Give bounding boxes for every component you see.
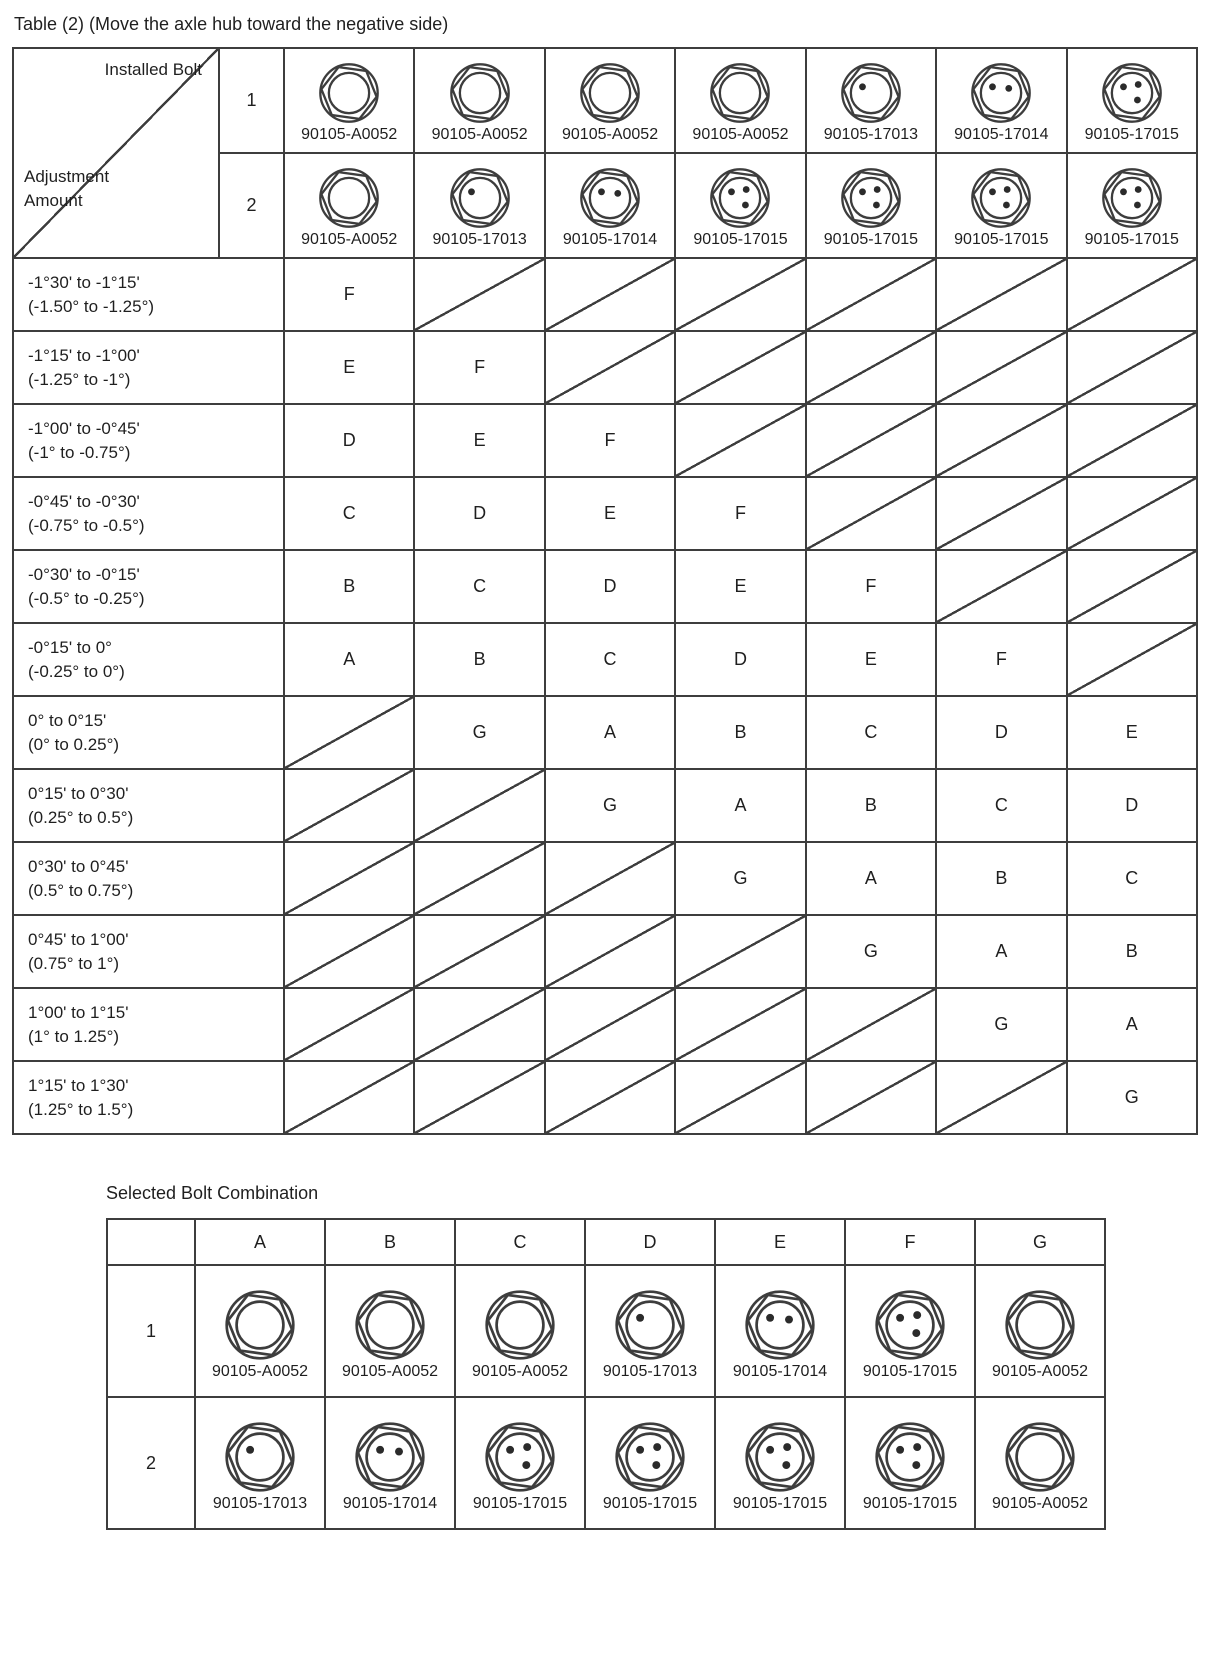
combination-letter-cell: B <box>936 842 1066 915</box>
bolt-icon-0-dots <box>484 1289 556 1361</box>
combination-letter-cell: C <box>936 769 1066 842</box>
combination-letter-cell: D <box>545 550 675 623</box>
not-applicable-cell <box>414 915 544 988</box>
combination-letter-cell: A <box>806 842 936 915</box>
bolt-icon-1-dots <box>224 1421 296 1493</box>
combination-letter-cell: D <box>936 696 1066 769</box>
bolt-part-number: 90105-17015 <box>1084 231 1179 248</box>
bolt-part-number: 90105-17014 <box>342 1495 438 1512</box>
not-applicable-cell <box>284 915 414 988</box>
combination-letter-cell: A <box>936 915 1066 988</box>
bolt-part-number: 90105-17015 <box>472 1495 568 1512</box>
installed-bolt-cell <box>545 153 675 258</box>
not-applicable-cell <box>675 1061 805 1134</box>
combination-letter-cell: F <box>675 477 805 550</box>
adjustment-range-cell <box>13 988 284 1061</box>
combination-bolt-cell <box>715 1397 845 1529</box>
bolt-part-number: 90105-A0052 <box>991 1363 1089 1380</box>
installed-bolt-cell <box>284 48 414 153</box>
page-title: Table (2) (Move the axle hub toward the negative side) <box>14 14 449 34</box>
bolt-part-number: 90105-17014 <box>732 1363 828 1380</box>
combination-letter-cell: A <box>284 623 414 696</box>
installed-bolt-cell <box>806 153 936 258</box>
combination-letter-cell: E <box>1067 696 1197 769</box>
not-applicable-cell <box>414 988 544 1061</box>
combination-letter-cell: F <box>936 623 1066 696</box>
installed-bolt-row-index: 2 <box>219 153 284 258</box>
bolt-part-number: 90105-17013 <box>432 231 527 248</box>
combination-letter-cell: E <box>545 477 675 550</box>
not-applicable-cell <box>675 331 805 404</box>
combination-letter-cell: A <box>675 769 805 842</box>
adjustment-range-cell <box>13 915 284 988</box>
bolt-part-number: 90105-17015 <box>1084 126 1179 143</box>
combination-letter-cell: B <box>1067 915 1197 988</box>
adjustment-range-line2: (-1.25° to -1°) <box>28 369 131 389</box>
bolt-icon-3-dots <box>614 1421 686 1493</box>
combination-letter-cell: E <box>806 623 936 696</box>
combination-column-header: B <box>325 1219 455 1265</box>
adjustment-amount-line1: Adjustment <box>24 167 110 186</box>
combination-letter-cell: C <box>545 623 675 696</box>
combination-letter-cell: E <box>284 331 414 404</box>
adjustment-range-line1: -0°15' to 0° <box>28 637 112 657</box>
combination-letter-cell: A <box>1067 988 1197 1061</box>
not-applicable-cell <box>806 404 936 477</box>
adjustment-range-cell <box>13 842 284 915</box>
combination-bolt-cell <box>455 1265 585 1397</box>
bolt-icon-3-dots <box>484 1421 556 1493</box>
bolt-icon-2-dots <box>970 62 1032 124</box>
combination-table-title: Selected Bolt Combination <box>106 1183 319 1203</box>
bolt-part-number: 90105-A0052 <box>301 231 398 248</box>
bolt-part-number: 90105-A0052 <box>431 126 528 143</box>
bolt-part-number: 90105-A0052 <box>562 126 659 143</box>
not-applicable-cell <box>284 988 414 1061</box>
combination-letter-cell: F <box>414 331 544 404</box>
not-applicable-cell <box>936 258 1066 331</box>
adjustment-range-line1: 0°15' to 0°30' <box>28 783 129 803</box>
combination-bolt-cell <box>975 1265 1105 1397</box>
installed-bolt-label: Installed Bolt <box>104 60 202 79</box>
combination-letter-cell: F <box>284 258 414 331</box>
adjustment-range-cell <box>13 331 284 404</box>
bolt-icon-2-dots <box>579 167 641 229</box>
adjustment-range-line1: 1°00' to 1°15' <box>28 1002 129 1022</box>
combination-column-header: D <box>585 1219 715 1265</box>
adjustment-range-line1: -1°30' to -1°15' <box>28 272 140 292</box>
not-applicable-cell <box>936 477 1066 550</box>
adjustment-range-line1: 0°30' to 0°45' <box>28 856 129 876</box>
bolt-icon-1-dots <box>449 167 511 229</box>
not-applicable-cell <box>545 915 675 988</box>
combination-row-index: 1 <box>107 1265 195 1397</box>
bolt-icon-0-dots <box>318 167 380 229</box>
not-applicable-cell <box>414 842 544 915</box>
adjustment-range-line2: (0.75° to 1°) <box>28 953 120 973</box>
table-corner-diagonal <box>14 49 218 257</box>
combination-bolt-cell <box>845 1397 975 1529</box>
bolt-icon-2-dots <box>354 1421 426 1493</box>
adjustment-range-line2: (-0.75° to -0.5°) <box>28 515 145 535</box>
not-applicable-cell <box>936 331 1066 404</box>
bolt-icon-0-dots <box>1004 1421 1076 1493</box>
combination-column-header: E <box>715 1219 845 1265</box>
combination-bolt-cell <box>195 1397 325 1529</box>
combination-bolt-cell <box>975 1397 1105 1529</box>
bolt-part-number: 90105-17014 <box>954 126 1049 143</box>
bolt-icon-0-dots <box>318 62 380 124</box>
adjustment-range-cell <box>13 550 284 623</box>
not-applicable-cell <box>936 1061 1066 1134</box>
installed-bolt-cell <box>936 48 1066 153</box>
combination-bolt-cell <box>455 1397 585 1529</box>
combination-letter-cell: F <box>806 550 936 623</box>
combination-letter-cell: C <box>284 477 414 550</box>
combination-bolt-cell <box>325 1397 455 1529</box>
adjustment-range-cell <box>13 769 284 842</box>
combination-letter-cell: E <box>675 550 805 623</box>
bolt-icon-3-dots <box>1101 167 1163 229</box>
not-applicable-cell <box>806 1061 936 1134</box>
combination-letter-cell: C <box>414 550 544 623</box>
not-applicable-cell <box>806 258 936 331</box>
bolt-icon-3-dots <box>709 167 771 229</box>
combination-letter-cell: G <box>545 769 675 842</box>
bolt-part-number: 90105-17015 <box>602 1495 698 1512</box>
combination-letter-cell: D <box>675 623 805 696</box>
combination-letter-cell: E <box>414 404 544 477</box>
bolt-icon-3-dots <box>1101 62 1163 124</box>
combination-column-header: A <box>195 1219 325 1265</box>
installed-bolt-cell <box>936 153 1066 258</box>
bolt-part-number: 90105-17015 <box>732 1495 828 1512</box>
not-applicable-cell <box>936 404 1066 477</box>
combination-column-header: C <box>455 1219 585 1265</box>
adjustment-range-line2: (0.25° to 0.5°) <box>28 807 134 827</box>
bolt-part-number: 90105-17015 <box>862 1495 958 1512</box>
installed-bolt-cell <box>806 48 936 153</box>
installed-bolt-row-index: 1 <box>219 48 284 153</box>
not-applicable-cell <box>806 477 936 550</box>
bolt-icon-0-dots <box>449 62 511 124</box>
adjustment-range-line2: (0° to 0.25°) <box>28 734 120 754</box>
installed-bolt-cell <box>675 153 805 258</box>
adjustment-range-cell <box>13 696 284 769</box>
bolt-icon-1-dots <box>614 1289 686 1361</box>
not-applicable-cell <box>414 769 544 842</box>
bolt-part-number: 90105-A0052 <box>471 1363 569 1380</box>
bolt-icon-3-dots <box>874 1421 946 1493</box>
adjustment-range-line2: (-0.25° to 0°) <box>28 661 125 681</box>
bolt-part-number: 90105-17015 <box>823 231 919 248</box>
combination-letter-cell: G <box>806 915 936 988</box>
combination-corner-cell <box>107 1219 195 1265</box>
combination-column-header: F <box>845 1219 975 1265</box>
bolt-icon-3-dots <box>970 167 1032 229</box>
combination-row-index: 2 <box>107 1397 195 1529</box>
combination-bolt-cell <box>585 1397 715 1529</box>
bolt-icon-0-dots <box>1004 1289 1076 1361</box>
adjustment-range-line1: -1°00' to -0°45' <box>28 418 140 438</box>
adjustment-range-line1: -0°30' to -0°15' <box>28 564 140 584</box>
bolt-icon-3-dots <box>874 1289 946 1361</box>
adjustment-range-cell <box>13 258 284 331</box>
bolt-icon-1-dots <box>840 62 902 124</box>
installed-bolt-cell <box>1067 48 1197 153</box>
not-applicable-cell <box>1067 477 1197 550</box>
adjustment-range-line1: 1°15' to 1°30' <box>28 1075 129 1095</box>
not-applicable-cell <box>1067 623 1197 696</box>
installed-bolt-cell <box>1067 153 1197 258</box>
installed-bolt-cell <box>545 48 675 153</box>
adjustment-range-cell <box>13 623 284 696</box>
adjustment-range-line1: 0°45' to 1°00' <box>28 929 129 949</box>
combination-letter-cell: B <box>284 550 414 623</box>
bolt-icon-3-dots <box>744 1421 816 1493</box>
not-applicable-cell <box>545 1061 675 1134</box>
adjustment-range-line2: (-1.50° to -1.25°) <box>28 296 155 316</box>
adjustment-amount-label <box>24 165 109 213</box>
not-applicable-cell <box>545 988 675 1061</box>
bolt-part-number: 90105-A0052 <box>991 1495 1089 1512</box>
adjustment-range-line2: (1° to 1.25°) <box>28 1026 120 1046</box>
not-applicable-cell <box>806 988 936 1061</box>
not-applicable-cell <box>545 331 675 404</box>
bolt-part-number: 90105-17013 <box>212 1495 308 1512</box>
combination-letter-cell: D <box>414 477 544 550</box>
bolt-icon-0-dots <box>354 1289 426 1361</box>
not-applicable-cell <box>675 988 805 1061</box>
not-applicable-cell <box>1067 331 1197 404</box>
combination-table <box>106 1218 1106 1530</box>
bolt-part-number: 90105-17013 <box>823 126 919 143</box>
adjustment-range-line1: -1°15' to -1°00' <box>28 345 140 365</box>
not-applicable-cell <box>675 915 805 988</box>
bolt-part-number: 90105-A0052 <box>341 1363 439 1380</box>
not-applicable-cell <box>414 1061 544 1134</box>
not-applicable-cell <box>936 550 1066 623</box>
combination-letter-cell: A <box>545 696 675 769</box>
combination-bolt-cell <box>845 1265 975 1397</box>
bolt-icon-0-dots <box>224 1289 296 1361</box>
combination-bolt-cell <box>715 1265 845 1397</box>
combination-bolt-cell <box>325 1265 455 1397</box>
bolt-part-number: 90105-17015 <box>693 231 788 248</box>
bolt-icon-0-dots <box>579 62 641 124</box>
not-applicable-cell <box>414 258 544 331</box>
adjustment-table <box>12 47 1198 1135</box>
bolt-icon-0-dots <box>709 62 771 124</box>
combination-letter-cell: G <box>414 696 544 769</box>
installed-bolt-cell <box>284 153 414 258</box>
not-applicable-cell <box>675 258 805 331</box>
combination-letter-cell: F <box>545 404 675 477</box>
combination-letter-cell: B <box>414 623 544 696</box>
not-applicable-cell <box>675 404 805 477</box>
installed-bolt-cell <box>414 48 544 153</box>
not-applicable-cell <box>545 258 675 331</box>
adjustment-range-line1: 0° to 0°15' <box>28 710 107 730</box>
table-corner <box>13 48 219 258</box>
not-applicable-cell <box>284 842 414 915</box>
combination-bolt-cell <box>195 1265 325 1397</box>
adjustment-range-cell <box>13 404 284 477</box>
adjustment-range-line2: (0.5° to 0.75°) <box>28 880 134 900</box>
not-applicable-cell <box>284 696 414 769</box>
adjustment-range-line2: (-0.5° to -0.25°) <box>28 588 145 608</box>
combination-letter-cell: C <box>806 696 936 769</box>
combination-letter-cell: D <box>284 404 414 477</box>
combination-letter-cell: C <box>1067 842 1197 915</box>
adjustment-range-cell <box>13 477 284 550</box>
combination-letter-cell: G <box>675 842 805 915</box>
not-applicable-cell <box>1067 258 1197 331</box>
not-applicable-cell <box>284 769 414 842</box>
bolt-part-number: 90105-17014 <box>562 231 658 248</box>
adjustment-range-line2: (1.25° to 1.5°) <box>28 1099 134 1119</box>
bolt-icon-3-dots <box>840 167 902 229</box>
not-applicable-cell <box>545 842 675 915</box>
installed-bolt-cell <box>414 153 544 258</box>
bolt-part-number: 90105-17015 <box>954 231 1049 248</box>
combination-letter-cell: B <box>806 769 936 842</box>
not-applicable-cell <box>806 331 936 404</box>
bolt-icon-2-dots <box>744 1289 816 1361</box>
bolt-part-number: 90105-17013 <box>602 1363 698 1380</box>
bolt-part-number: 90105-17015 <box>862 1363 958 1380</box>
installed-bolt-cell <box>675 48 805 153</box>
not-applicable-cell <box>1067 404 1197 477</box>
combination-column-header: G <box>975 1219 1105 1265</box>
combination-letter-cell: D <box>1067 769 1197 842</box>
bolt-part-number: 90105-A0052 <box>211 1363 309 1380</box>
combination-bolt-cell <box>585 1265 715 1397</box>
combination-letter-cell: G <box>936 988 1066 1061</box>
combination-letter-cell: G <box>1067 1061 1197 1134</box>
combination-letter-cell: B <box>675 696 805 769</box>
adjustment-range-line1: -0°45' to -0°30' <box>28 491 140 511</box>
adjustment-amount-line2: Amount <box>24 190 83 210</box>
bolt-part-number: 90105-A0052 <box>692 126 789 143</box>
adjustment-range-cell <box>13 1061 284 1134</box>
adjustment-range-line2: (-1° to -0.75°) <box>28 442 131 462</box>
not-applicable-cell <box>1067 550 1197 623</box>
bolt-part-number: 90105-A0052 <box>301 126 398 143</box>
not-applicable-cell <box>284 1061 414 1134</box>
